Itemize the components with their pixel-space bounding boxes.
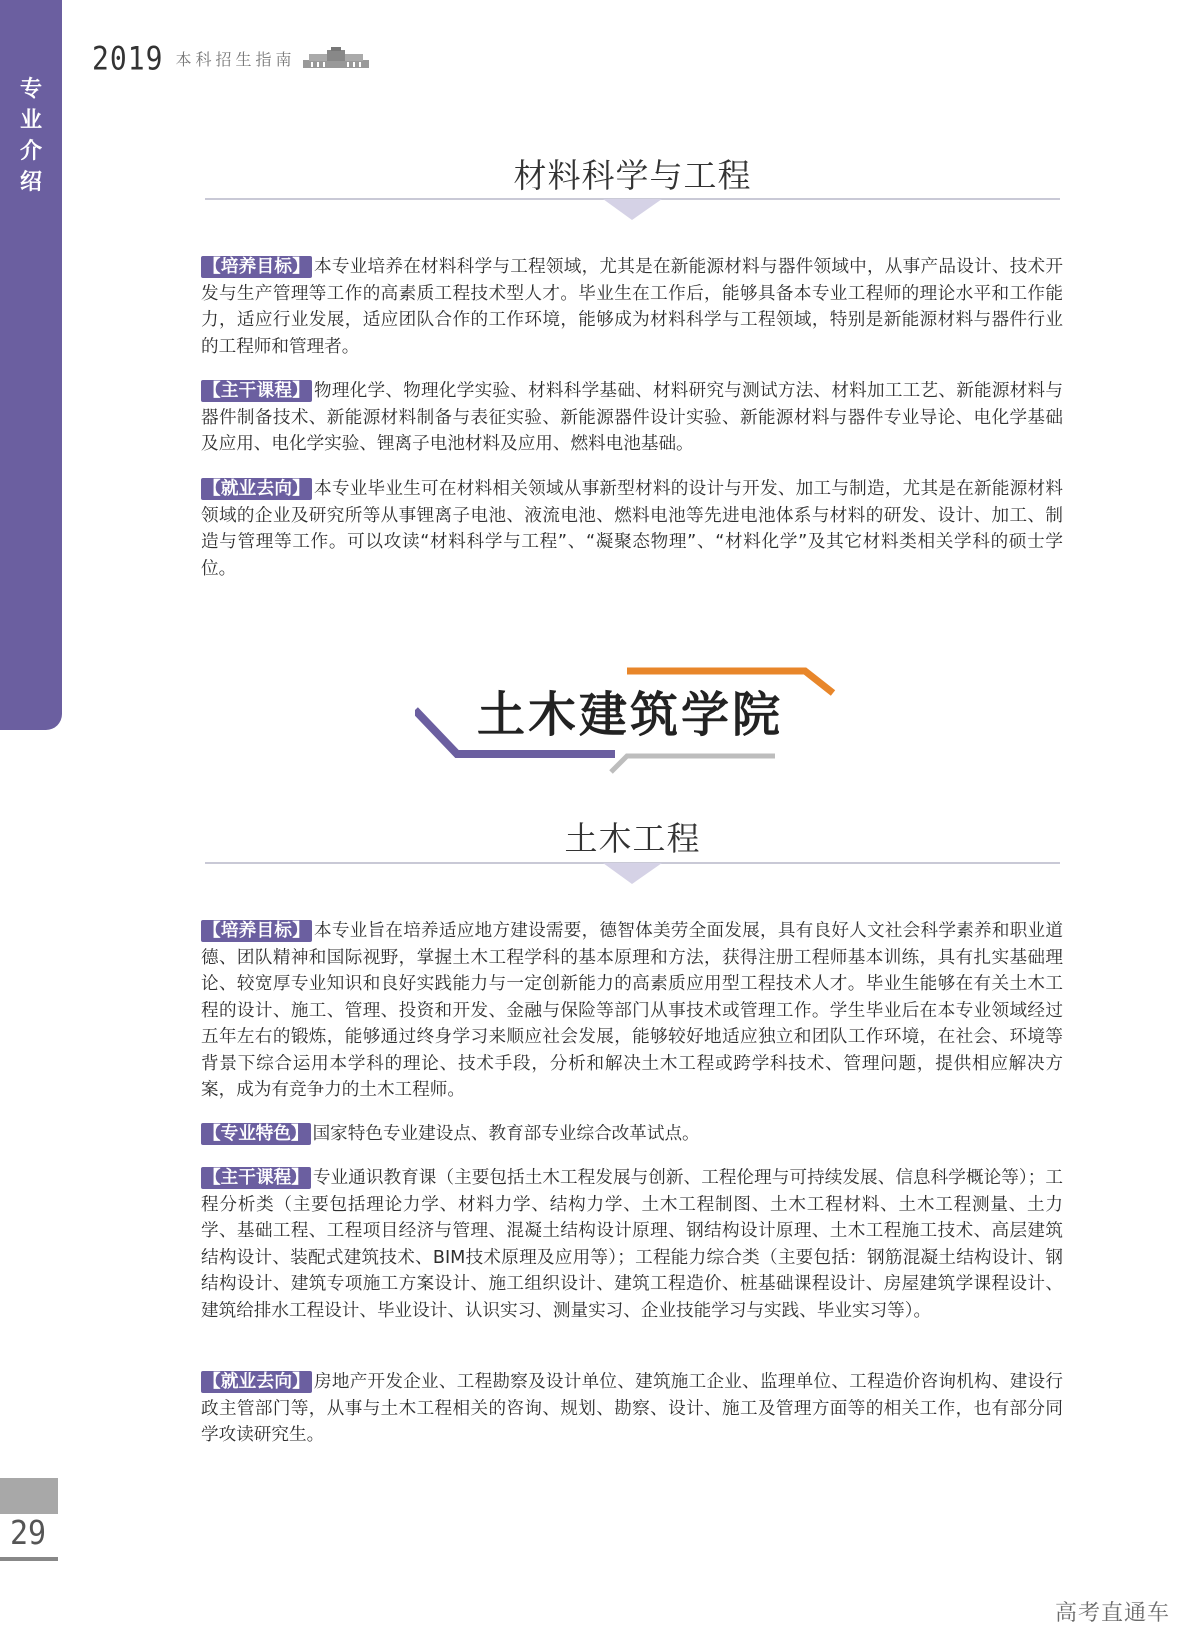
header-subtitle: 本科招生指南 bbox=[175, 49, 296, 69]
watermark: 高考直通车 bbox=[1054, 1601, 1170, 1626]
page-number-underline bbox=[0, 1557, 58, 1561]
tag-label: 【培养目标】 bbox=[203, 257, 311, 277]
paragraph-features bbox=[201, 1121, 1063, 1148]
paragraph-career bbox=[201, 476, 1063, 582]
paragraph-text: 专业通识教育课（主要包括土木工程发展与创新、工程伦理与可持续发展、信息科学概论等）；工程分析类（主要包括理论力学、材料力学、结构力学、土木工程制图、土木工程材料、土木工程测量、土力学、基础工程、工程项目经济与管理、混凝土结构设计原理、钢结构设计原理、土木工程施工技术、高层建筑结构设计、装配式建筑技术、BIM技术原理及应用等）；工程能力综合类（主要包括：钢筋混凝土结构设计、钢结构设计、建筑专项施工方案设计、施工组织设计、建筑工程造价、桩基础课程设计、房屋建筑学课程设计、建筑给排水工程设计、毕业设计、认识实习、测量实习、企业技能学习与实践、毕业实习等）。 bbox=[201, 1168, 1063, 1321]
building-icon bbox=[301, 46, 371, 70]
paragraph-training-goal bbox=[201, 918, 1063, 1104]
section-title-civil: 土木工程 bbox=[564, 819, 701, 858]
section-divider bbox=[205, 196, 1060, 222]
paragraph-text: 本专业旨在培养适应地方建设需要，德智体美劳全面发展，具有良好人文社会科学素养和职业道德、团队精神和国际视野，掌握土木工程学科的基本原理和方法，获得注册工程师基本训练，具有扎实基础理论、较宽厚专业知识和良好实践能力与一定创新能力的高素质应用型工程技术人才。毕业生能够在有关土木工程的设计、施工、管理、投资和开发、金融与保险等部门从事技术或管理工作。学生毕业后在本专业领域经过五年左右的锻炼，能够通过终身学习来顺应社会发展，能够较好地适应独立和团队工作环境，在社会、环境等背景下综合运用本学科的理论、技术手段，分析和解决土木工程或跨学科技术、管理问题，提供相应解决方案，成为有竞争力的土木工程师。 bbox=[201, 921, 1063, 1100]
paragraph-training-goal bbox=[201, 254, 1063, 360]
paragraph-text: 房地产开发企业、工程勘察及设计单位、建筑施工企业、监理单位、工程造价咨询机构、建设行政主管部门等，从事与土木工程相关的咨询、规划、勘察、设计、施工及管理方面等的相关工作，也有部分同学攻读研究生。 bbox=[201, 1372, 1063, 1445]
section-divider bbox=[205, 860, 1060, 886]
paragraph-text: 本专业毕业生可在材料相关领域从事新型材料的设计与开发、加工与制造，尤其是在新能源材料领域的企业及研究所等从事锂离子电池、液流电池、燃料电池等先进电池体系与材料的研发、设计、加工、制造与管理等工作。可以攻读“材料科学与工程”、“凝聚态物理”、“材料化学”及其它材料类相关学科的硕士学位。 bbox=[201, 479, 1063, 579]
side-tab bbox=[0, 0, 62, 730]
section-title-materials: 材料科学与工程 bbox=[513, 156, 752, 195]
page-number: 29 bbox=[10, 1514, 47, 1553]
paragraph-text: 国家特色专业建设点、教育部专业综合改革试点。 bbox=[312, 1124, 700, 1144]
paragraph-main-courses bbox=[201, 378, 1063, 458]
page-header bbox=[92, 38, 371, 78]
paragraph-text: 物理化学、物理化学实验、材料科学基础、材料研究与测试方法、材料加工工艺、新能源材料与器件制备技术、新能源材料制备与表征实验、新能源器件设计实验、新能源材料与器件专业导论、电化学基础及应用、电化学实验、锂离子电池材料及应用、燃料电池基础。 bbox=[201, 381, 1063, 454]
college-title: 土木建筑学院 bbox=[476, 687, 783, 743]
header-year: 2019 bbox=[92, 39, 164, 77]
paragraph-main-courses bbox=[201, 1165, 1063, 1324]
tag-label: 【主干课程】 bbox=[203, 381, 311, 401]
paragraph-text: 本专业培养在材料科学与工程领域，尤其是在新能源材料与器件领域中，从事产品设计、技术开发与生产管理等工作的高素质工程技术型人才。毕业生在工作后，能够具备本专业工程师的理论水平和工作能力，适应行业发展，适应团队合作的工作环境，能够成为材料科学与工程领域，特别是新能源材料与器件行业的工程师和管理者。 bbox=[201, 257, 1063, 357]
paragraph-career bbox=[201, 1369, 1063, 1449]
tag-label: 【培养目标】 bbox=[203, 921, 311, 941]
page-number-block bbox=[0, 1478, 58, 1514]
tag-label: 【主干课程】 bbox=[203, 1168, 309, 1188]
side-tab-label: 专业介绍 bbox=[19, 77, 42, 195]
tag-label: 【就业去向】 bbox=[203, 1372, 311, 1392]
tag-label: 【专业特色】 bbox=[203, 1124, 309, 1144]
tag-label: 【就业去向】 bbox=[203, 479, 311, 499]
